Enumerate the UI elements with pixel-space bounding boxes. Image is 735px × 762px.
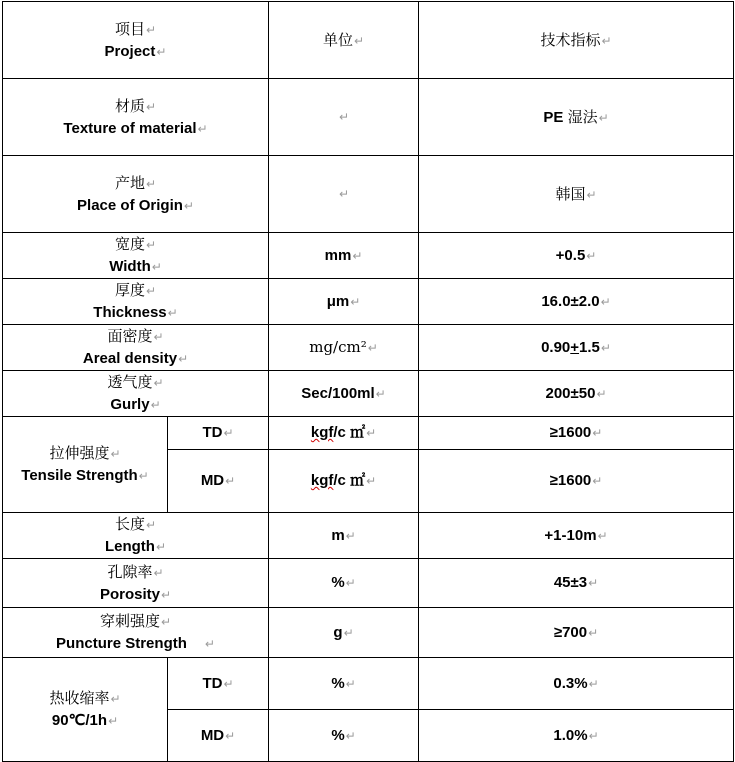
item-cell xyxy=(3,325,269,371)
return-mark: ↵ xyxy=(588,676,599,691)
shrink-zh: 热收缩率 xyxy=(49,689,110,707)
unit-cell xyxy=(269,325,419,371)
table-row xyxy=(3,608,734,658)
unit-cell xyxy=(269,279,419,325)
value-cell xyxy=(419,325,734,371)
areal-value-a: 0.90 xyxy=(541,338,571,356)
value-cell xyxy=(419,156,734,233)
return-mark: ↵ xyxy=(160,587,172,602)
return-mark: ↵ xyxy=(167,306,178,320)
item-cell xyxy=(3,156,269,233)
return-mark: ↵ xyxy=(145,284,157,298)
return-mark: ↵ xyxy=(367,341,378,355)
unit-cell xyxy=(269,156,419,233)
tensile-td-unit-b: /c ㎡ xyxy=(333,424,366,441)
tensile-en: Tensile Strength xyxy=(21,467,138,484)
puncture-value: ≥700 xyxy=(553,623,588,641)
tensile-td-value: ≥1600 xyxy=(549,424,592,441)
header-spec: 技术指标 xyxy=(540,30,601,49)
item-cell xyxy=(3,79,269,156)
width-value: +0.5 xyxy=(555,246,586,264)
length-unit: m xyxy=(331,526,345,544)
item-cell xyxy=(3,417,168,513)
return-mark: ↵ xyxy=(352,248,363,263)
header-unit-cell xyxy=(269,2,419,79)
tensile-md-value: ≥1600 xyxy=(549,472,592,489)
value-cell xyxy=(419,559,734,608)
unit-cell xyxy=(269,559,419,608)
shrink-td-label: TD xyxy=(202,674,223,692)
length-en: Length xyxy=(104,538,155,555)
thickness-unit: μm xyxy=(326,292,350,310)
value-cell xyxy=(419,658,734,710)
table-row xyxy=(3,559,734,608)
unit-cell xyxy=(269,371,419,417)
return-mark: ↵ xyxy=(145,176,157,191)
header-unit: 单位 xyxy=(322,30,353,49)
header-spec-cell xyxy=(419,2,734,79)
return-mark: ↵ xyxy=(225,474,236,488)
table-row xyxy=(3,279,734,325)
return-mark: ↵ xyxy=(145,238,157,252)
return-mark: ↵ xyxy=(592,474,603,488)
tensile-md-unit-a: kgf xyxy=(310,472,334,489)
unit-cell xyxy=(269,233,419,279)
unit-cell xyxy=(269,710,419,762)
item-cell xyxy=(3,559,269,608)
length-zh: 长度 xyxy=(114,515,145,533)
value-cell xyxy=(419,513,734,559)
table-row xyxy=(3,156,734,233)
tensile-td-unit-a: kgf xyxy=(310,424,334,441)
areal-en: Areal density xyxy=(82,350,178,367)
value-cell xyxy=(419,279,734,325)
areal-value-pm: + xyxy=(570,338,580,356)
shrink-td-value: 0.3% xyxy=(553,674,588,692)
length-value: +1-10m xyxy=(544,526,597,544)
item-cell xyxy=(3,608,269,658)
origin-zh: 产地 xyxy=(114,173,145,192)
material-value-zh: 湿法 xyxy=(567,107,598,126)
thickness-value: 16.0±2.0 xyxy=(541,292,600,310)
return-mark: ↵ xyxy=(145,518,157,532)
table-row xyxy=(3,233,734,279)
return-mark: ↵ xyxy=(223,426,234,440)
return-mark: ↵ xyxy=(338,110,350,124)
porosity-unit: % xyxy=(331,574,345,591)
value-cell xyxy=(419,371,734,417)
table-row xyxy=(3,79,734,156)
return-mark: ↵ xyxy=(586,187,597,202)
return-mark: ↵ xyxy=(183,198,194,213)
return-mark: ↵ xyxy=(345,676,356,691)
return-mark: ↵ xyxy=(353,33,365,48)
shrink-en: 90℃/1h xyxy=(51,712,108,729)
value-cell xyxy=(419,450,734,513)
unit-cell xyxy=(269,79,419,156)
areal-zh: 面密度 xyxy=(107,327,153,345)
thickness-zh: 厚度 xyxy=(114,281,145,299)
value-cell xyxy=(419,608,734,658)
value-cell xyxy=(419,417,734,450)
gurly-value: 200±50 xyxy=(545,384,596,402)
return-mark: ↵ xyxy=(150,398,161,412)
return-mark: ↵ xyxy=(343,625,354,640)
return-mark: ↵ xyxy=(375,386,386,401)
direction-cell xyxy=(168,417,269,450)
table-row xyxy=(3,513,734,559)
porosity-value: 45±3 xyxy=(553,574,588,591)
return-mark: ↵ xyxy=(345,528,356,543)
material-zh: 材质 xyxy=(114,96,145,115)
return-mark: ↵ xyxy=(592,426,603,440)
gurly-zh: 透气度 xyxy=(107,373,153,391)
areal-value-b: 1.5 xyxy=(579,338,600,356)
unit-cell xyxy=(269,513,419,559)
return-mark: ↵ xyxy=(110,447,121,461)
table-row xyxy=(3,658,734,710)
return-mark: ↵ xyxy=(338,187,350,201)
return-mark: ↵ xyxy=(366,426,377,440)
puncture-unit: g xyxy=(333,623,343,641)
tensile-zh: 拉伸强度 xyxy=(49,444,110,462)
material-value-prefix: PE xyxy=(543,108,564,126)
return-mark: ↵ xyxy=(204,637,215,651)
spec-table xyxy=(2,1,734,762)
gurly-en: Gurly xyxy=(110,396,150,413)
return-mark: ↵ xyxy=(597,528,608,543)
return-mark: ↵ xyxy=(345,728,356,743)
return-mark: ↵ xyxy=(586,248,597,263)
puncture-zh: 穿刺强度 xyxy=(99,612,160,630)
origin-en: Place of Origin xyxy=(77,196,183,214)
shrink-md-label: MD xyxy=(200,726,225,744)
return-mark: ↵ xyxy=(598,110,609,125)
width-unit: mm xyxy=(324,246,352,264)
return-mark: ↵ xyxy=(600,294,611,309)
table-row xyxy=(3,417,734,450)
return-mark: ↵ xyxy=(588,576,599,590)
return-mark: ↵ xyxy=(345,576,356,590)
puncture-en: Puncture Strength xyxy=(56,635,187,652)
value-cell xyxy=(419,233,734,279)
item-cell xyxy=(3,279,269,325)
return-mark: ↵ xyxy=(156,44,167,59)
tensile-md-unit-b: /c ㎡ xyxy=(333,472,366,489)
return-mark: ↵ xyxy=(366,474,377,488)
return-mark: ↵ xyxy=(600,340,611,355)
item-cell xyxy=(3,658,168,762)
shrink-td-unit: % xyxy=(331,674,345,692)
return-mark: ↵ xyxy=(145,22,157,37)
unit-cell xyxy=(269,417,419,450)
table-row xyxy=(3,325,734,371)
direction-cell xyxy=(168,710,269,762)
value-cell xyxy=(419,79,734,156)
return-mark: ↵ xyxy=(110,692,121,706)
direction-cell xyxy=(168,450,269,513)
return-mark: ↵ xyxy=(108,714,119,728)
header-item-zh: 项目 xyxy=(114,19,145,38)
header-item-en: Project xyxy=(104,42,156,60)
return-mark: ↵ xyxy=(151,260,162,274)
item-cell xyxy=(3,233,269,279)
origin-value: 韩国 xyxy=(555,184,586,203)
material-en: Texture of material xyxy=(63,119,197,137)
return-mark: ↵ xyxy=(160,615,172,629)
header-item-cell xyxy=(3,2,269,79)
shrink-md-value: 1.0% xyxy=(553,726,588,744)
unit-cell xyxy=(269,658,419,710)
shrink-md-unit: % xyxy=(331,726,345,744)
width-zh: 宽度 xyxy=(114,235,145,253)
return-mark: ↵ xyxy=(153,376,164,390)
areal-unit: mg/cm² xyxy=(309,338,367,356)
tensile-md-label: MD xyxy=(200,472,225,489)
item-cell xyxy=(3,371,269,417)
porosity-en: Porosity xyxy=(99,585,160,603)
return-mark: ↵ xyxy=(138,469,149,483)
return-mark: ↵ xyxy=(155,540,167,554)
unit-cell xyxy=(269,450,419,513)
return-mark: ↵ xyxy=(153,565,164,580)
width-en: Width xyxy=(109,258,151,275)
item-cell xyxy=(3,513,269,559)
return-mark: ↵ xyxy=(153,330,164,344)
return-mark: ↵ xyxy=(223,676,234,691)
return-mark: ↵ xyxy=(197,121,208,136)
return-mark: ↵ xyxy=(225,728,236,743)
value-cell xyxy=(419,710,734,762)
return-mark: ↵ xyxy=(588,625,599,640)
thickness-en: Thickness xyxy=(93,304,167,321)
return-mark: ↵ xyxy=(145,99,157,114)
return-mark: ↵ xyxy=(596,386,607,401)
return-mark: ↵ xyxy=(588,728,599,743)
gurly-unit: Sec/100ml xyxy=(301,384,375,402)
porosity-zh: 孔隙率 xyxy=(107,562,153,581)
return-mark: ↵ xyxy=(178,352,189,366)
direction-cell xyxy=(168,658,269,710)
unit-cell xyxy=(269,608,419,658)
return-mark: ↵ xyxy=(601,33,612,48)
return-mark: ↵ xyxy=(350,294,361,309)
header-row xyxy=(3,2,734,79)
tensile-td-label: TD xyxy=(202,424,223,441)
table-row xyxy=(3,371,734,417)
